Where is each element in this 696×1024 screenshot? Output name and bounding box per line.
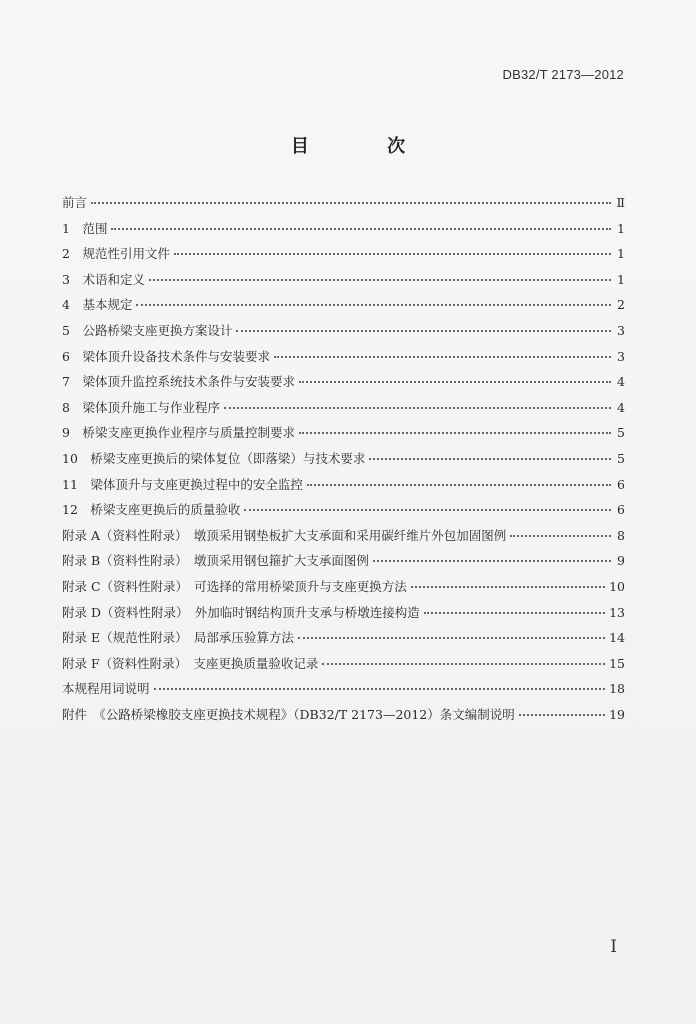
document-code: DB32/T 2173—2012 [502, 67, 624, 82]
toc-entry-page: 1 [617, 271, 625, 287]
toc-entry-page: 3 [617, 348, 625, 364]
toc-entry-page: 9 [617, 553, 625, 569]
toc-leader-dots [154, 687, 606, 690]
toc-entry[interactable] [62, 702, 625, 728]
toc-entry-page: Ⅱ [616, 195, 625, 210]
toc-leader-dots [519, 713, 605, 716]
toc-entry[interactable] [62, 318, 625, 344]
toc-entry-label: 本规程用词说明 [62, 681, 150, 697]
toc-entry-label: 5 公路桥梁支座更换方案设计 [62, 322, 233, 338]
toc-entry-label: 8 梁体顶升施工与作业程序 [62, 399, 220, 415]
toc-entry-label: 12 桥梁支座更换后的质量验收 [62, 502, 241, 518]
toc-entry[interactable] [62, 472, 625, 498]
toc-entry-page: 19 [609, 706, 625, 722]
toc-entry[interactable] [62, 216, 625, 242]
toc-entry[interactable] [62, 600, 625, 626]
page-number: I [610, 937, 617, 957]
toc-entry[interactable] [62, 625, 625, 651]
toc-entry-page: 8 [617, 527, 625, 543]
toc-entry-page: 2 [617, 297, 625, 313]
toc-leader-dots [299, 431, 611, 434]
toc-entry-label: 2 规范性引用文件 [62, 246, 170, 262]
toc-entry-label: 前言 [62, 195, 88, 210]
toc-entry[interactable] [62, 395, 625, 421]
toc-entry[interactable] [62, 292, 625, 318]
toc-entry-label: 附件 《公路桥梁橡胶支座更换技术规程》（DB32/T 2173—2012）条文编制说明 [62, 706, 515, 722]
toc-leader-dots [369, 457, 611, 460]
toc-leader-dots [274, 355, 611, 358]
toc-leader-dots [224, 406, 611, 409]
toc-entry-label: 4 基本规定 [62, 297, 133, 313]
toc-leader-dots [244, 508, 611, 511]
toc-entry-label: 10 桥梁支座更换后的梁体复位（即落梁）与技术要求 [62, 450, 366, 466]
toc-entry-page: 5 [617, 425, 625, 441]
toc-entry[interactable] [62, 241, 625, 267]
toc-entry-page: 14 [609, 630, 625, 646]
toc-entry-label: 1 范围 [62, 220, 108, 236]
toc-leader-dots [373, 559, 611, 562]
toc-entry[interactable] [62, 446, 625, 472]
toc-entry-label: 附录 B（资料性附录） 墩顶采用钢包箍扩大支承面图例 [62, 553, 369, 569]
page-title: 目 次 [290, 136, 442, 157]
toc-entry-label: 9 桥梁支座更换作业程序与质量控制要求 [62, 425, 295, 441]
toc-entry[interactable] [62, 651, 625, 677]
toc-entry-page: 18 [609, 681, 625, 697]
toc-leader-dots [236, 329, 611, 332]
toc-leader-dots [322, 662, 605, 665]
toc-entry-label: 附录 F（资料性附录） 支座更换质量验收记录 [62, 655, 319, 671]
toc-leader-dots [411, 585, 605, 588]
table-of-contents [62, 190, 625, 727]
toc-leader-dots [174, 252, 611, 255]
toc-entry[interactable] [62, 548, 625, 574]
toc-entry[interactable] [62, 523, 625, 549]
toc-entry-page: 10 [609, 578, 625, 594]
toc-entry[interactable] [62, 497, 625, 523]
toc-entry-label: 3 术语和定义 [62, 271, 145, 287]
toc-leader-dots [307, 483, 611, 486]
toc-entry[interactable] [62, 369, 625, 395]
toc-leader-dots [149, 278, 611, 281]
toc-leader-dots [136, 303, 611, 306]
toc-entry-page: 15 [609, 655, 625, 671]
toc-leader-dots [298, 636, 605, 639]
toc-entry-label: 附录 E（规范性附录） 局部承压验算方法 [62, 630, 294, 646]
toc-entry-label: 7 梁体顶升监控系统技术条件与安装要求 [62, 374, 295, 390]
toc-entry-page: 6 [617, 502, 625, 518]
toc-entry-page: 1 [617, 220, 625, 236]
toc-leader-dots [91, 201, 611, 204]
toc-entry-label: 附录 D（资料性附录） 外加临时钢结构顶升支承与桥墩连接构造 [62, 604, 420, 620]
toc-entry[interactable] [62, 190, 625, 216]
toc-entry-label: 11 梁体顶升与支座更换过程中的安全监控 [62, 476, 303, 492]
toc-entry[interactable] [62, 344, 625, 370]
toc-entry-label: 6 梁体顶升设备技术条件与安装要求 [62, 348, 270, 364]
toc-entry-page: 4 [617, 374, 625, 390]
toc-entry-page: 6 [617, 476, 625, 492]
toc-entry-label: 附录 C（资料性附录） 可选择的常用桥梁顶升与支座更换方法 [62, 578, 407, 594]
toc-entry-label: 附录 A（资料性附录） 墩顶采用钢垫板扩大支承面和采用碳纤维片外包加固图例 [62, 527, 507, 543]
toc-leader-dots [299, 380, 611, 383]
toc-entry[interactable] [62, 574, 625, 600]
toc-entry-page: 3 [617, 322, 625, 338]
toc-entry[interactable] [62, 267, 625, 293]
toc-entry[interactable] [62, 420, 625, 446]
toc-entry-page: 4 [617, 399, 625, 415]
toc-leader-dots [111, 227, 611, 230]
toc-entry[interactable] [62, 676, 625, 702]
toc-entry-page: 13 [609, 604, 625, 620]
toc-leader-dots [510, 534, 611, 537]
toc-entry-page: 5 [617, 450, 625, 466]
toc-leader-dots [424, 611, 605, 614]
toc-entry-page: 1 [617, 246, 625, 262]
